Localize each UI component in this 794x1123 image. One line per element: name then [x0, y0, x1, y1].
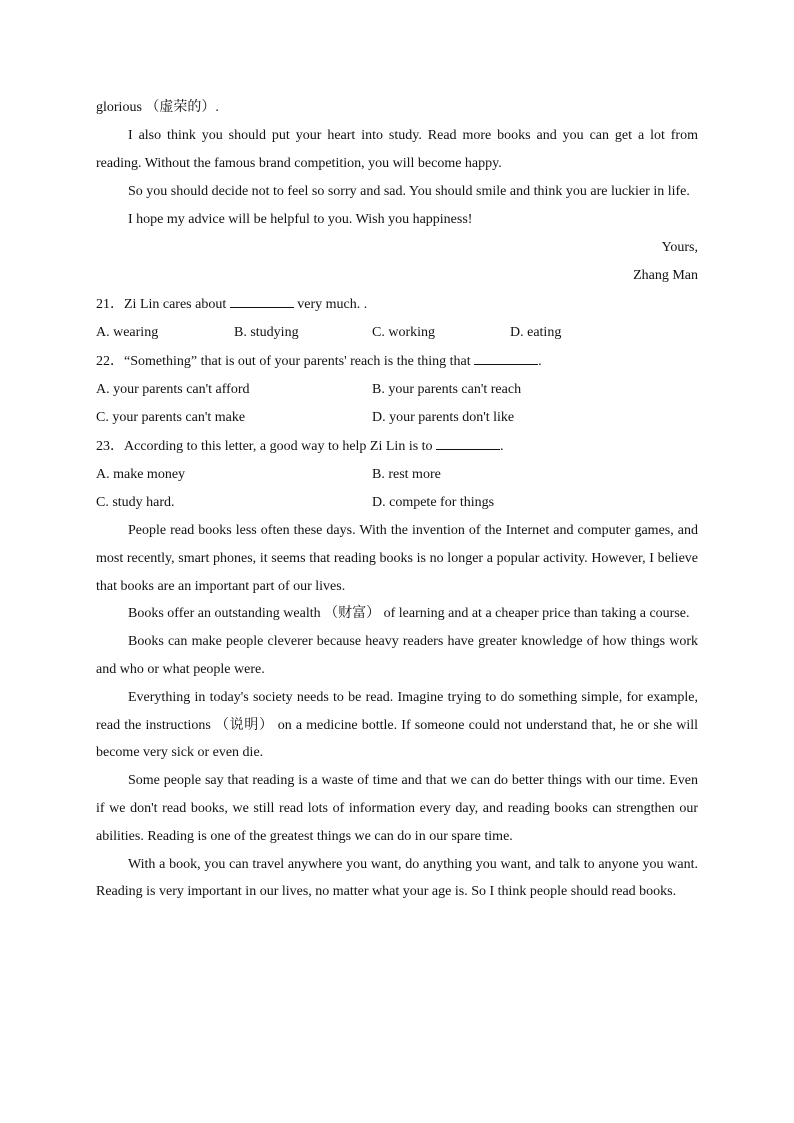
- question-options: [96, 319, 698, 347]
- passage-paragraph: People read books less often these days. With the invention of the Internet and computer games, and most recently, smart phones, it seems that reading books is no longer a popular activity. However, I believe that books are an important part of our lives.: [96, 523, 698, 594]
- option-c: C. working: [372, 325, 435, 340]
- option-b: B. studying: [234, 325, 299, 340]
- passage-paragraph: With a book, you can travel anywhere you want, do anything you want, and talk to anyone you want. Reading is very important in our lives, no matter what your age is. So I think people should read books.: [96, 856, 698, 900]
- option-c: C. your parents can't make: [96, 410, 246, 425]
- option-d: D. eating: [510, 325, 562, 340]
- option-a: A. make money: [96, 467, 186, 482]
- question-options: [96, 376, 698, 404]
- option-c: C. study hard.: [96, 495, 175, 510]
- question-23: [96, 432, 698, 517]
- question-text: 21．Zi Lin cares about: [96, 297, 227, 312]
- passage-paragraph: Some people say that reading is a waste of time and that we can do better things with our time. Even if we don't read books, we still read lots of information every day, and reading books can strengthen our abilities. Reading is one of the greatest things we can do in our spare time.: [96, 773, 698, 844]
- passage-paragraph: Books can make people cleverer because heavy readers have greater knowledge of how things work and who or what people were.: [96, 634, 698, 677]
- question-text: 23．According to this letter, a good way to help Zi Lin is to: [96, 439, 433, 454]
- document-content: [96, 94, 698, 906]
- passage-paragraph: Everything in today's society needs to be read. Imagine trying to do something simple, for example, read the instructions （说明） on a medicine bottle. If someone could not understand that, he or she will become very sick or even die.: [96, 689, 698, 761]
- option-b: B. rest more: [372, 467, 441, 482]
- option-a: A. wearing: [96, 325, 159, 340]
- option-b: B. your parents can't reach: [372, 382, 522, 397]
- answer-blank: [436, 435, 500, 450]
- question-22: [96, 347, 698, 432]
- letter-closing: Yours,: [661, 240, 698, 255]
- question-text-end: .: [500, 439, 504, 454]
- letter-paragraph: I hope my advice will be helpful to you. Wish you happiness!: [128, 212, 473, 227]
- question-stem: [96, 432, 698, 461]
- question-text: 22．“Something” that is out of your parents' reach is the thing that: [96, 354, 471, 369]
- reading-passage: [96, 517, 698, 906]
- question-stem: [96, 290, 698, 319]
- passage-paragraph: Books offer an outstanding wealth （财富） of learning and at a cheaper price than taking a course.: [128, 606, 690, 622]
- option-d: D. compete for things: [372, 495, 495, 510]
- question-21: [96, 290, 698, 347]
- answer-blank: [474, 350, 538, 365]
- answer-blank: [230, 293, 294, 308]
- letter-fragment: glorious （虚荣的）.: [96, 100, 219, 115]
- question-options: [96, 489, 698, 517]
- option-a: A. your parents can't afford: [96, 382, 250, 397]
- question-text-end: very much. .: [297, 297, 368, 312]
- letter-paragraph: I also think you should put your heart into study. Read more books and you can get a lot from reading. Without the famous brand competition, you will become happy.: [96, 128, 698, 171]
- letter-paragraph: So you should decide not to feel so sorry and sad. You should smile and think you are luckier in life.: [128, 184, 690, 199]
- question-stem: [96, 347, 698, 376]
- option-d: D. your parents don't like: [372, 410, 515, 425]
- letter-signature: Zhang Man: [633, 268, 698, 283]
- question-options: [96, 404, 698, 432]
- question-text-end: .: [538, 354, 542, 369]
- question-options: [96, 461, 698, 489]
